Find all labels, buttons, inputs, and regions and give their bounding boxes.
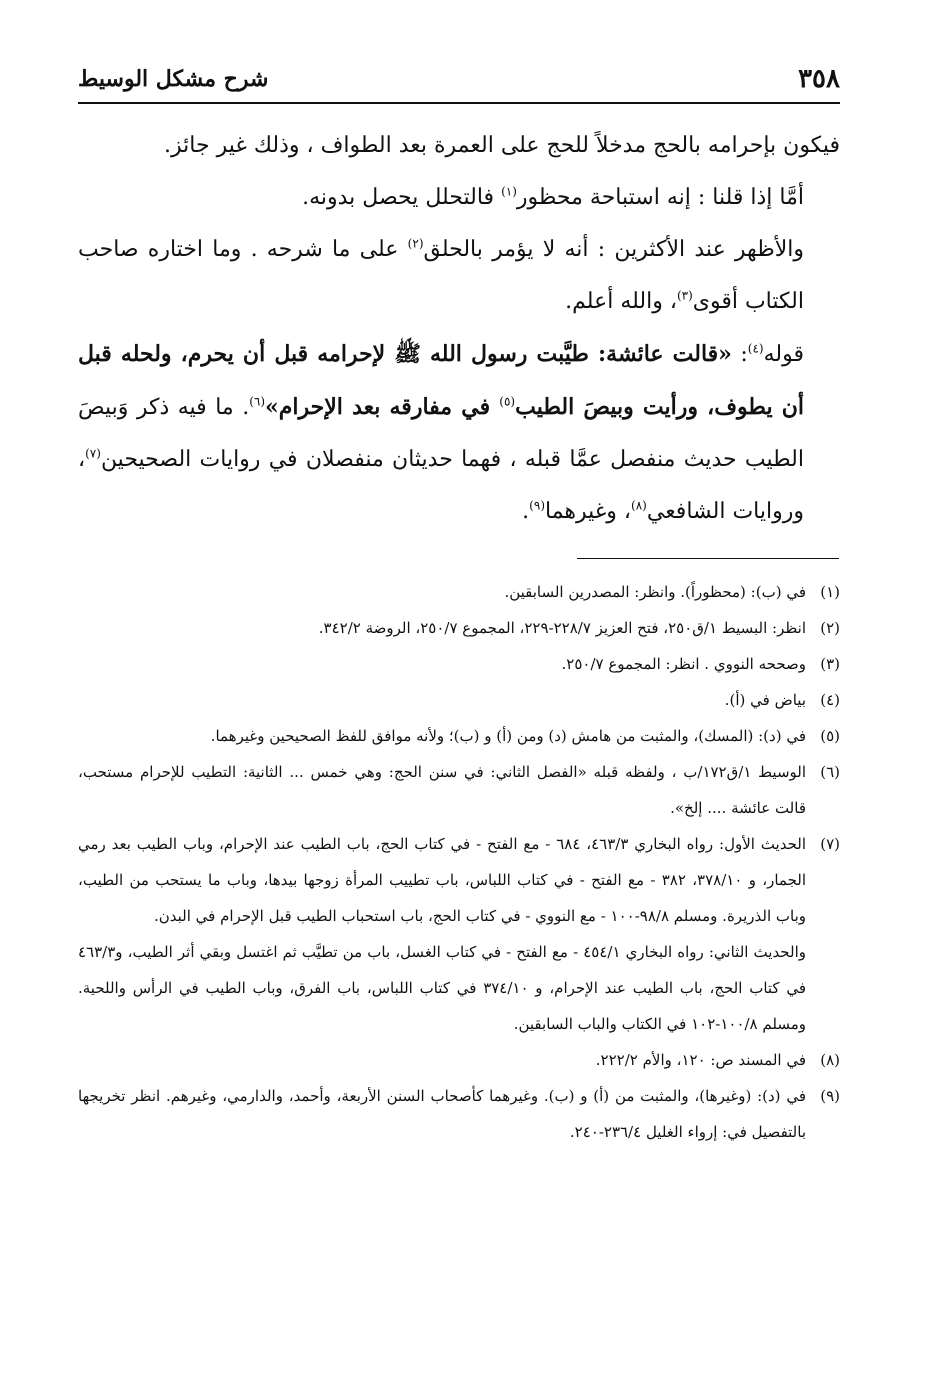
paragraph: قوله$^{(٤)}$: «قالت عائشة: طيَّبت رسول الله ﷺ لإحرامه قبل أن يحرم، ولحله قبل أن يطوف، ورأيت وبيصَ الطيب$^{(٥)}$ في مفارقه بعد الإحرام»$^{(٦)}$. ما فيه ذكر وَبيصَ الطيب حديث منفصل عمَّا قبله ، فهما حديثان منفصلان في روايات الصحيحين$^{(٧)}$، وروايات الشافعي$^{(٨)}$، وغيرهما$^{(٩)}$. (78, 341, 804, 524)
footnote (78, 574, 840, 610)
quoted-text: «قالت عائشة: طيَّبت رسول الله ﷺ لإحرامه قبل أن يحرم، ولحله قبل أن يطوف، ورأيت وبيصَ الطيب (78, 341, 804, 420)
footnote-number: (٤) (820, 691, 840, 709)
footnote-separator (577, 558, 839, 559)
paragraph: أمَّا إذا قلنا : إنه استباحة محظور$^{(١)}$ فالتحلل يحصل بدونه. (302, 184, 804, 210)
footnote-text: في (ب): (محظوراً). وانظر: المصدرين السابقين. (504, 583, 806, 601)
footnote-text: الحديث الأول: رواه البخاري ٤٦٣/٣، ٦٨٤ - مع الفتح - في كتاب الحج، باب الطيب عند الإحرام، وباب الطيب بعد رمي الجمار، و ٣٧٨/١٠، ٣٨٢ - مع الفتح - في كتاب اللباس، باب تطييب المرأة زوجها بيدها، وباب ما يستحب من الطيب، وباب الذريرة. ومسلم ٩٨/٨-١٠٠ - مع النووي - في كتاب الحج، باب استحباب الطيب قبل الإحرام في البدن. (78, 835, 807, 925)
footnote-text: والحديث الثاني: رواه البخاري ٤٥٤/١ - مع الفتح - في كتاب الغسل، باب من تطيَّب ثم اغتسل وبقي أثر الطيب، و٤٦٣/٣ في كتاب الحج، باب الطيب عند الإحرام، و ٣٧٤/١٠ في كتاب اللباس، باب الفرق، وباب الطيب في الرأس واللحية. ومسلم ١٠٠/٨-١٠٢ في الكتاب والباب السابقين. (78, 943, 806, 1033)
main-text (78, 120, 840, 538)
page-number: ٣٥٨ (798, 64, 840, 94)
footnote-text: في (د): (وغيرها)، والمثبت من (أ) و (ب). وغيرهما كأصحاب السنن الأربعة، وأحمد، والدارمي، وغيرهم. انظر تخريجها بالتفصيل في: إرواء الغليل ٢٣٦/٤-٢٤٠. (78, 1087, 806, 1141)
footnote-continuation (78, 934, 840, 1042)
paragraph: فيكون بإحرامه بالحج مدخلاً للحج على العمرة بعد الطواف ، وذلك غير جائز. (164, 133, 840, 158)
footnote-text: انظر: البسيط ١/ق٢٥٠، فتح العزيز ٢٢٨/٧-٢٢٩، المجموع ٢٥٠/٧، الروضة ٣٤٢/٢. (318, 619, 806, 637)
footnote-number: (٢) (820, 619, 840, 637)
footnote (78, 646, 840, 682)
footnote-ref: (٩) (529, 498, 545, 513)
footnote-ref: (٧) (85, 446, 101, 461)
footnote-ref: (٦) (249, 394, 266, 409)
footnote-number: (٧) (820, 835, 840, 853)
footnote (78, 754, 840, 826)
running-title: شرح مشكل الوسيط (78, 66, 269, 92)
footnote-text: في المسند ص: ١٢٠، والأم ٢٢٢/٢. (595, 1051, 806, 1069)
footnote-text: بياض في (أ). (724, 691, 806, 709)
footnote-text: الوسيط ١/ق١٧٢/ب ، ولفظه قبله «الفصل الثاني: في سنن الحج: وهي خمس ... الثانية: التطيب للإحرام مستحب، قالت عائشة .... إلخ». (78, 763, 806, 817)
footnote-number: (١) (820, 583, 840, 601)
footnote-number: (٩) (820, 1087, 840, 1105)
footnote (78, 718, 840, 754)
footnote (78, 610, 840, 646)
footnote (78, 682, 840, 718)
footnote-ref: (١) (501, 184, 517, 199)
footnote-text: وصححه النووي . انظر: المجموع ٢٥٠/٧. (561, 655, 806, 673)
footnote-ref: (٣) (676, 288, 693, 303)
footnote (78, 1042, 840, 1078)
footnote-number: (٦) (820, 763, 840, 781)
footnotes (78, 574, 840, 1150)
footnote-ref: (٢) (407, 236, 424, 251)
paragraph: والأظهر عند الأكثرين : أنه لا يؤمر بالحلق$^{(٢)}$ على ما شرحه . وما اختاره صاحب الكتاب أقوى$^{(٣)}$، والله أعلم. (78, 236, 804, 314)
footnote-ref: (٥) (499, 394, 516, 409)
footnote-number: (٨) (820, 1051, 840, 1069)
footnote-number: (٥) (820, 727, 840, 745)
quoted-text: في مفارقه بعد الإحرام» (265, 394, 500, 420)
footnote-number (806, 934, 840, 1042)
footnote (78, 826, 840, 934)
footnote (78, 1078, 840, 1150)
footnote-ref: (٤) (747, 341, 764, 356)
footnote-number: (٣) (820, 655, 840, 673)
footnote-text: في (د): (المسك)، والمثبت من هامش (د) ومن (أ) و (ب)؛ ولأنه موافق للفظ الصحيحين وغيرهما. (210, 727, 806, 745)
footnote-ref: (٨) (631, 498, 647, 513)
page-header (78, 62, 840, 104)
